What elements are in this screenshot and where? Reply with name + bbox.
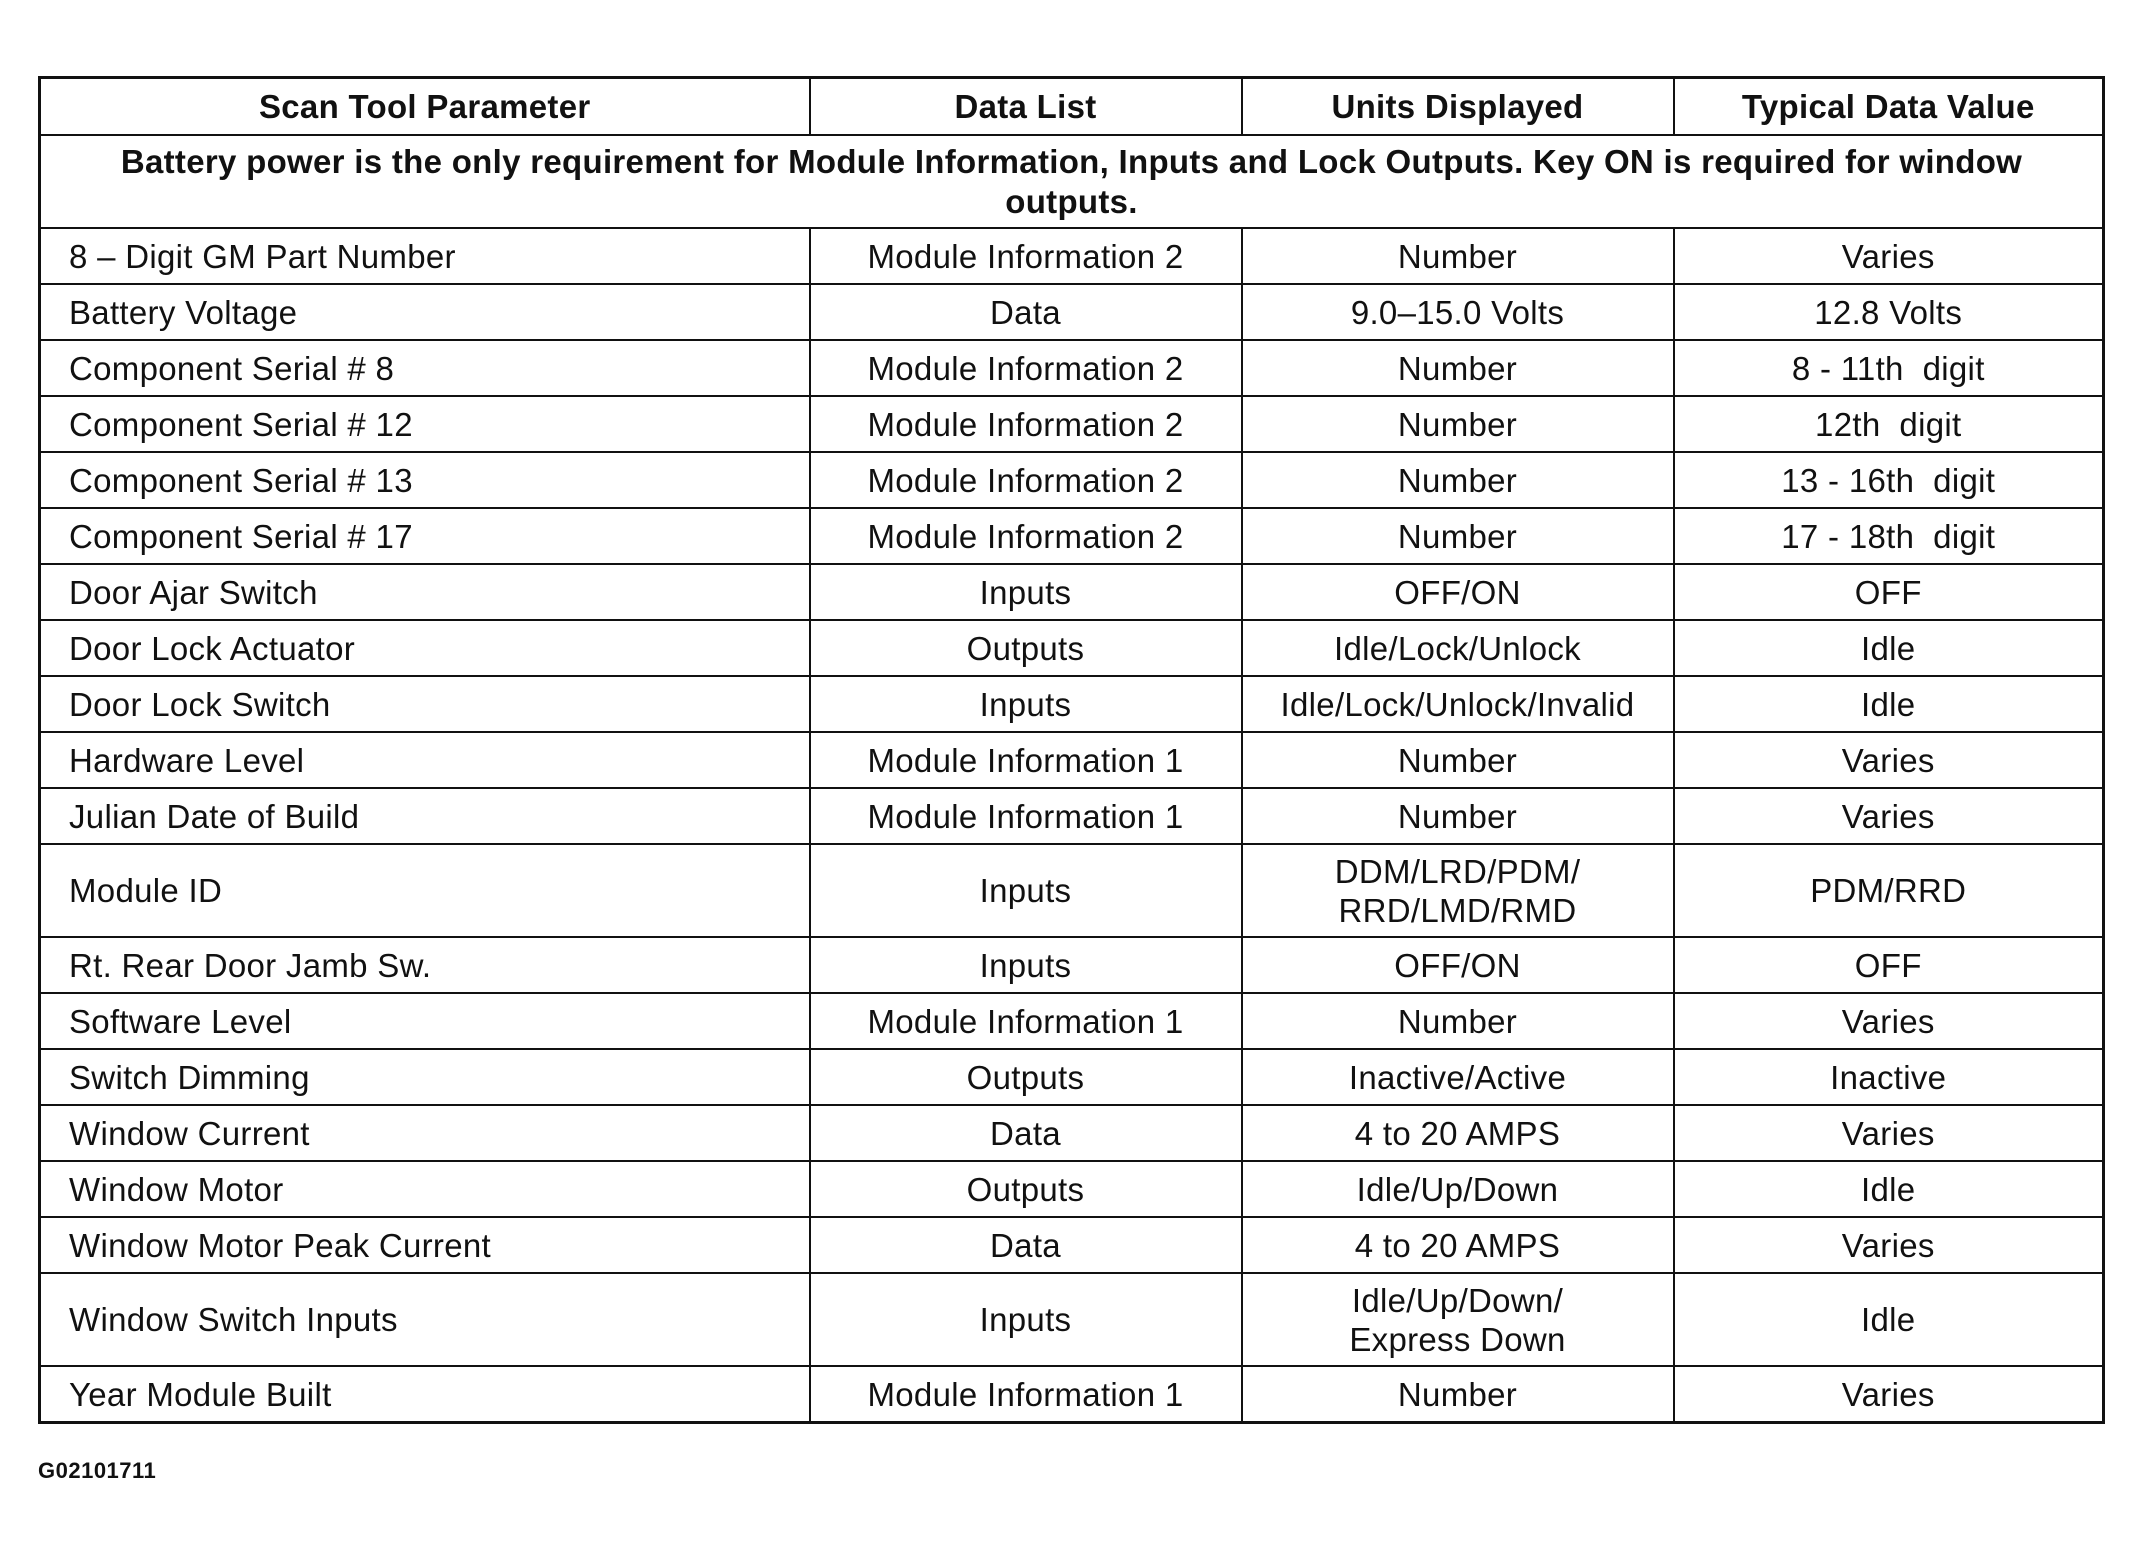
parameter-cell: Window Switch Inputs [40,1273,810,1366]
parameter-cell: Window Current [40,1105,810,1161]
data-list-cell: Inputs [810,1273,1242,1366]
typical-value-cell: OFF [1674,564,2104,620]
parameter-cell: Door Lock Actuator [40,620,810,676]
table-row [40,1273,2104,1366]
note-row [40,135,2104,228]
typical-value-cell: Varies [1674,228,2104,284]
units-cell: Number [1242,993,1674,1049]
typical-value-cell: 13 - 16th digit [1674,452,2104,508]
table-row [40,340,2104,396]
figure-id-label: G02101711 [38,1458,157,1483]
units-cell: OFF/ON [1242,564,1674,620]
units-cell: OFF/ON [1242,937,1674,993]
table-row [40,1217,2104,1273]
units-cell: Number [1242,396,1674,452]
units-cell: Idle/Lock/Unlock [1242,620,1674,676]
typical-value-cell: Varies [1674,993,2104,1049]
parameter-cell: Window Motor [40,1161,810,1217]
units-cell: Number [1242,340,1674,396]
parameter-cell: Battery Voltage [40,284,810,340]
units-cell: Number [1242,1366,1674,1423]
data-list-cell: Data [810,284,1242,340]
typical-value-cell: PDM/RRD [1674,844,2104,937]
typical-value-cell: Varies [1674,1366,2104,1423]
table-row [40,937,2104,993]
units-line: RRD/LMD/RMD [1338,891,1577,929]
typical-value-cell: Idle [1674,620,2104,676]
table-row [40,284,2104,340]
typical-value-cell: Idle [1674,676,2104,732]
parameter-cell: Door Ajar Switch [40,564,810,620]
parameter-cell: Switch Dimming [40,1049,810,1105]
parameter-cell: Component Serial # 8 [40,340,810,396]
units-cell: Number [1242,788,1674,844]
table-row [40,620,2104,676]
scan-tool-data-table [38,76,2105,1424]
parameter-cell: Julian Date of Build [40,788,810,844]
table-row [40,993,2104,1049]
typical-value-cell: 12.8 Volts [1674,284,2104,340]
units-cell: 9.0–15.0 Volts [1242,284,1674,340]
data-list-cell: Inputs [810,844,1242,937]
units-line: DDM/LRD/PDM/ [1334,852,1581,890]
table-row [40,228,2104,284]
units-cell: Inactive/Active [1242,1049,1674,1105]
data-list-cell: Inputs [810,937,1242,993]
units-cell [1242,1273,1674,1366]
units-cell: Number [1242,228,1674,284]
data-list-cell: Outputs [810,620,1242,676]
table-row [40,1105,2104,1161]
table-row [40,732,2104,788]
table-body [40,135,2104,1423]
units-cell: Idle/Lock/Unlock/Invalid [1242,676,1674,732]
typical-value-cell: 8 - 11th digit [1674,340,2104,396]
units-cell: Number [1242,452,1674,508]
parameter-cell: 8 – Digit GM Part Number [40,228,810,284]
battery-power-note: Battery power is the only requirement for Module Information, Inputs and Lock Outputs. Key ON is required for window outputs. [40,135,2104,228]
header-typical-data-value: Typical Data Value [1674,78,2104,136]
units-cell: Number [1242,508,1674,564]
data-list-cell: Inputs [810,676,1242,732]
parameter-cell: Window Motor Peak Current [40,1217,810,1273]
table-row [40,1049,2104,1105]
data-list-cell: Data [810,1217,1242,1273]
typical-value-cell: OFF [1674,937,2104,993]
units-cell: 4 to 20 AMPS [1242,1217,1674,1273]
parameter-cell: Component Serial # 13 [40,452,810,508]
typical-value-cell: 17 - 18th digit [1674,508,2104,564]
parameter-cell: Component Serial # 17 [40,508,810,564]
data-list-cell: Module Information 1 [810,993,1242,1049]
parameter-cell: Software Level [40,993,810,1049]
units-line: Idle/Up/Down/ [1351,1281,1564,1319]
table-row [40,676,2104,732]
header-data-list: Data List [810,78,1242,136]
typical-value-cell: Varies [1674,732,2104,788]
data-list-cell: Module Information 2 [810,508,1242,564]
data-list-cell: Inputs [810,564,1242,620]
data-list-cell: Module Information 2 [810,452,1242,508]
data-list-cell: Module Information 1 [810,788,1242,844]
table-row [40,508,2104,564]
units-line: Express Down [1349,1320,1566,1358]
table-row [40,564,2104,620]
table-row [40,844,2104,937]
table-row [40,396,2104,452]
table-row [40,788,2104,844]
typical-value-cell: Inactive [1674,1049,2104,1105]
data-list-cell: Outputs [810,1161,1242,1217]
table-row [40,1161,2104,1217]
typical-value-cell: Varies [1674,1217,2104,1273]
parameter-cell: Hardware Level [40,732,810,788]
table-row [40,1366,2104,1423]
data-list-cell: Module Information 2 [810,396,1242,452]
table-header-row [40,78,2104,136]
typical-value-cell: Idle [1674,1161,2104,1217]
data-list-cell: Module Information 2 [810,340,1242,396]
data-list-cell: Data [810,1105,1242,1161]
data-list-cell: Module Information 2 [810,228,1242,284]
data-list-cell: Outputs [810,1049,1242,1105]
table-row [40,452,2104,508]
parameter-cell: Component Serial # 12 [40,396,810,452]
typical-value-cell: Varies [1674,1105,2104,1161]
units-cell [1242,844,1674,937]
units-cell: 4 to 20 AMPS [1242,1105,1674,1161]
parameter-cell: Door Lock Switch [40,676,810,732]
header-scan-tool-parameter: Scan Tool Parameter [40,78,810,136]
parameter-cell: Module ID [40,844,810,937]
header-units-displayed: Units Displayed [1242,78,1674,136]
data-list-cell: Module Information 1 [810,1366,1242,1423]
typical-value-cell: Idle [1674,1273,2104,1366]
typical-value-cell: Varies [1674,788,2104,844]
data-list-cell: Module Information 1 [810,732,1242,788]
parameter-cell: Year Module Built [40,1366,810,1423]
parameter-cell: Rt. Rear Door Jamb Sw. [40,937,810,993]
units-cell: Number [1242,732,1674,788]
units-cell: Idle/Up/Down [1242,1161,1674,1217]
typical-value-cell: 12th digit [1674,396,2104,452]
